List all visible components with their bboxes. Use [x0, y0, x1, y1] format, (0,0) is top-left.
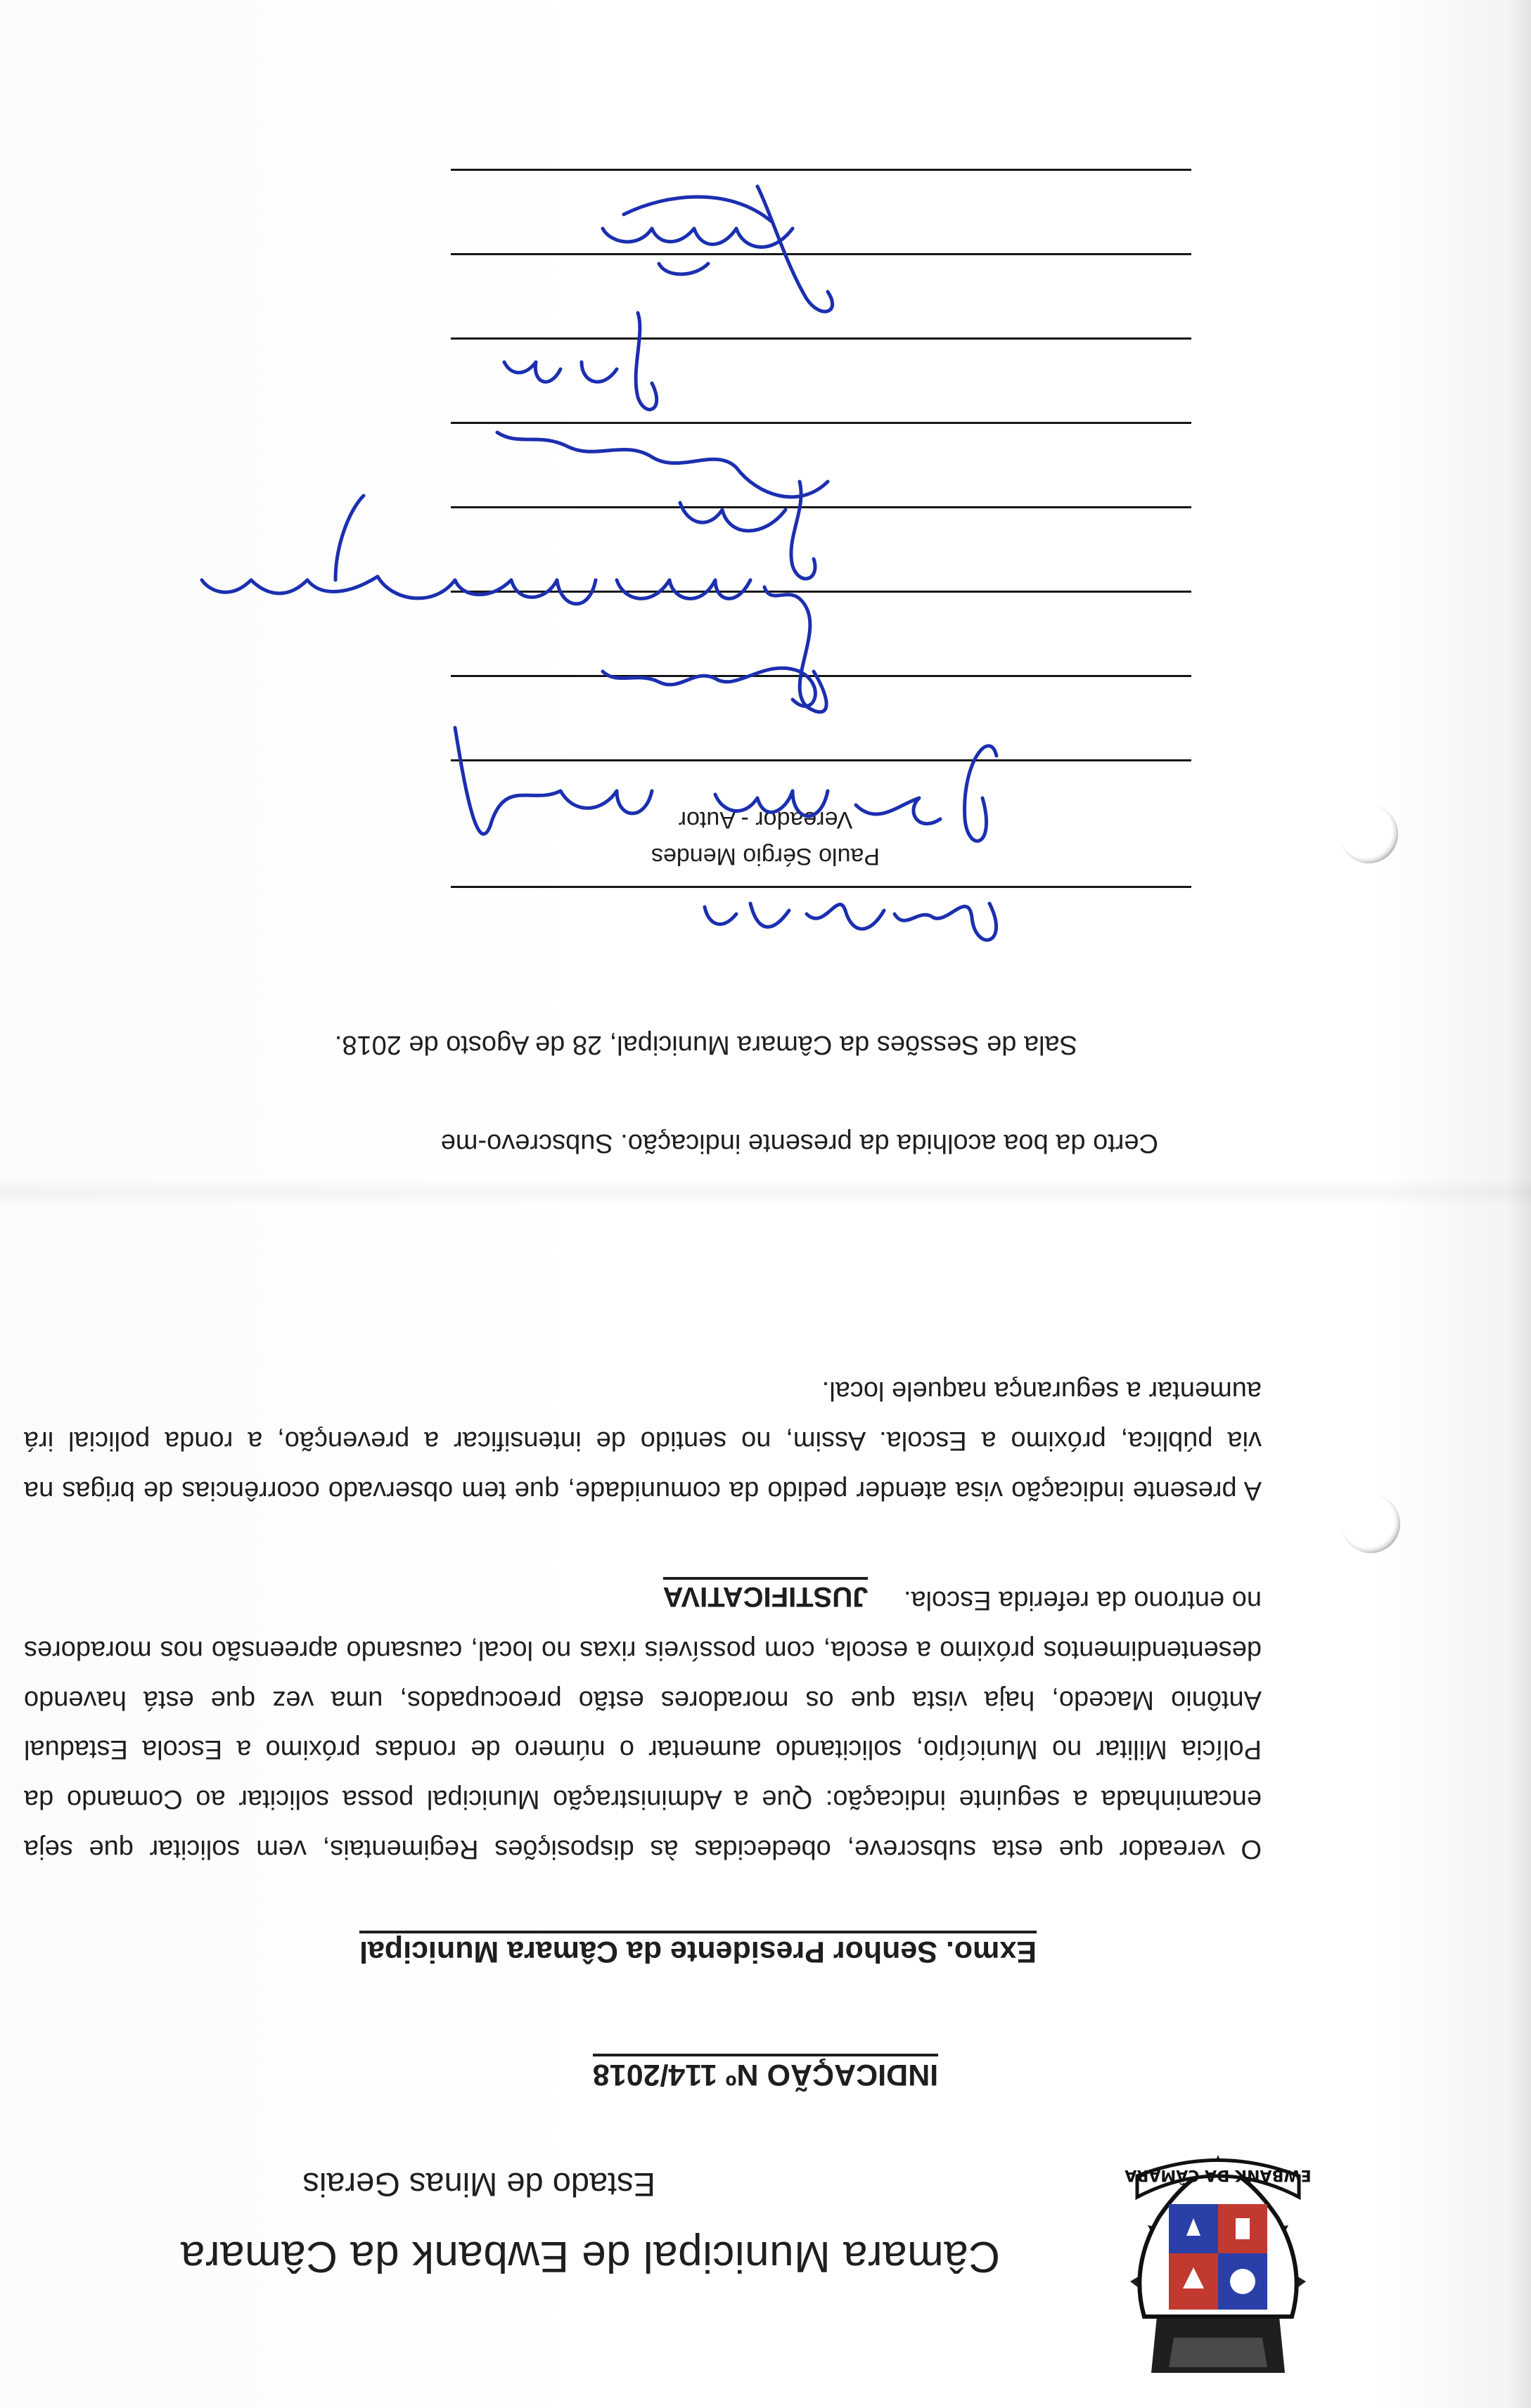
- svg-text:EWBANK DA CÂMARA: EWBANK DA CÂMARA: [1125, 2166, 1312, 2184]
- place-date: Sala de Sessões da Câmara Municipal, 28 de Agosto de 2018.: [334, 1030, 1077, 1060]
- signature-neri: [603, 186, 833, 311]
- body-paragraph: O vereador que esta subscreve, obedecidas às disposições Regimentais, vem solicitar que seja encaminhada a seguinte indicação: Que a Administração Municipal possa solicitar ao Comando da Polícia Militar no Município, solicitando aumentar o número de rondas próximo a Escola Estadual Antônio Macedo, haja vista que os moradores estão preocupados, uma vez que está havendo desentendimentos próximo a escola, com possíveis rixas no local, causando apreensão nos moradores no entrono da referida Escola.: [24, 1585, 1262, 1864]
- signature-author: [705, 903, 997, 940]
- closing-sentence: Certo da boa acolhida da presente indicação. Subscrevo-me: [440, 1128, 1158, 1158]
- document-title-text: INDICAÇÃO Nº 114/2018: [593, 2054, 938, 2092]
- addressee-text: Exmo. Senhor Presidente da Câmara Municipal: [359, 1931, 1037, 1969]
- signature-jose-augusto: [455, 728, 997, 841]
- signature-carlos: [603, 668, 815, 706]
- author-name: Paulo Sérgio Mendes: [651, 843, 880, 870]
- justification-heading-text: JUSTIFICATIVA: [663, 1577, 869, 1612]
- author-role: Vereador - Autor: [678, 806, 853, 833]
- justification-paragraph: A presente indicação visa atender pedido da comunidade, que tem observado ocorrências de brigas na via pública, próximo a Escola. Assim, no sentido de intensificar a prevenção, a ronda policial irá aumentar a segurança naquele local.: [24, 1376, 1262, 1505]
- page-subtitle: Estado de Minas Gerais: [302, 2166, 655, 2203]
- signature-teixeira: [497, 432, 828, 579]
- page-title: Câmara Municipal de Ewbank da Câmara: [180, 2232, 1000, 2281]
- signature-julio: [504, 313, 657, 409]
